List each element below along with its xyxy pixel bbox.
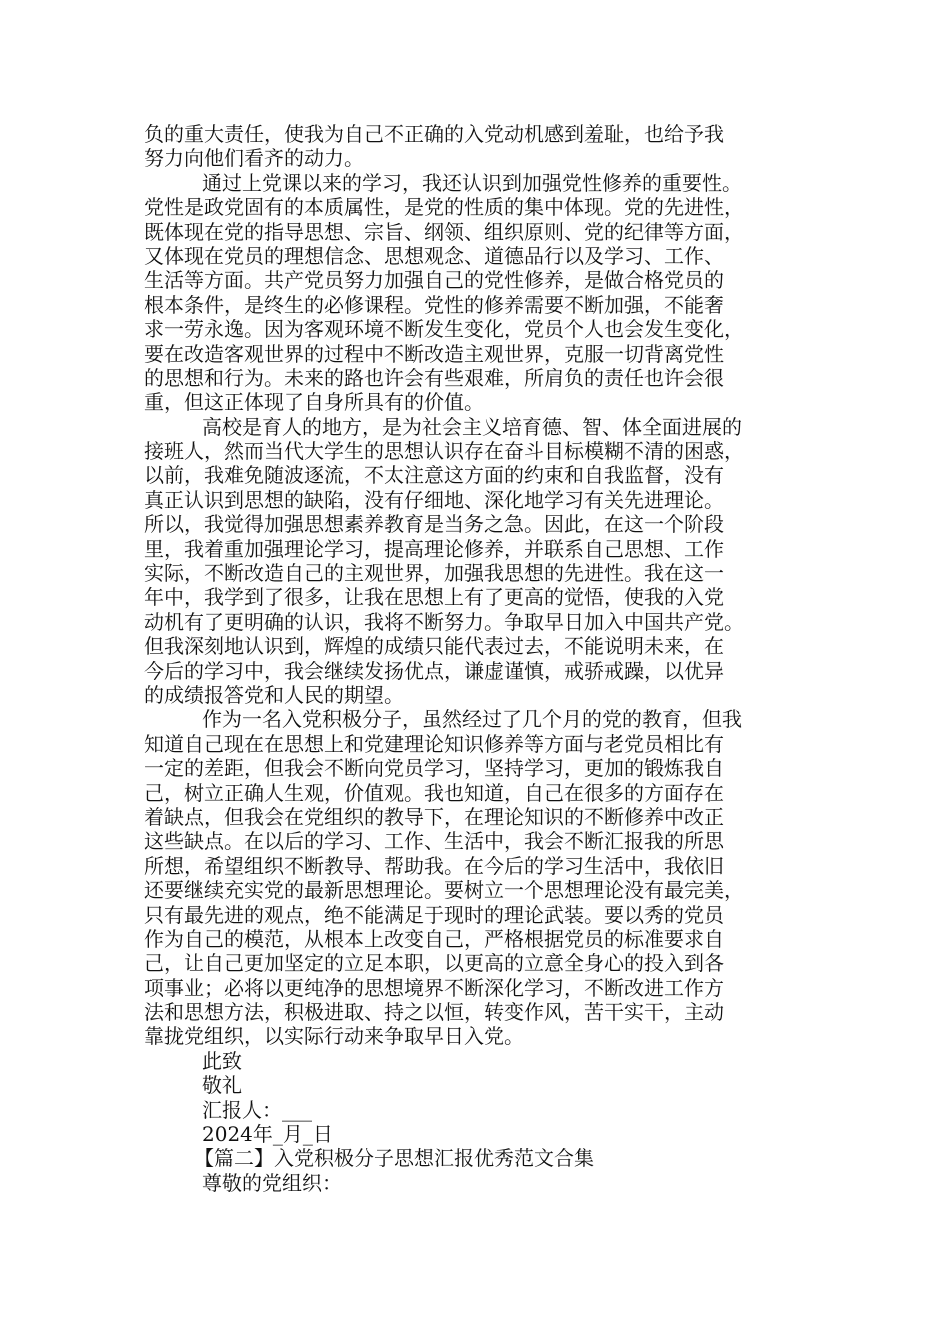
text-line: 重，但这正体现了自身所具有的价值。	[144, 390, 484, 415]
paragraph-3	[144, 415, 824, 708]
text-line: 要在改造客观世界的过程中不断改造主观世界，克服一切背离党性	[144, 341, 724, 366]
text-line: 所以，我觉得加强思想素养教育是当务之急。因此，在这一个阶段	[144, 512, 724, 537]
text-line: 靠拢党组织，以实际行动来争取早日入党。	[144, 1024, 524, 1049]
text-line: 的思想和行为。未来的路也许会有些艰难，所肩负的责任也许会很	[144, 365, 724, 390]
reporter-line: 汇报人：___	[202, 1097, 312, 1122]
text-line: 项事业；必将以更纯净的思想境界不断深化学习，不断改进工作方	[144, 975, 724, 1000]
text-line: 今后的学习中，我会继续发扬优点，谦虚谨慎，戒骄戒躁，以优异	[144, 658, 724, 683]
text-line: 作为自己的模范，从根本上改变自己，严格根据党员的标准要求自	[144, 926, 724, 951]
text-line: 根本条件，是终生的必修课程。党性的修养需要不断加强，不能奢	[144, 292, 724, 317]
text-line: 负的重大责任，使我为自己不正确的入党动机感到羞耻，也给予我	[144, 122, 724, 146]
text-line: 求一劳永逸。因为客观环境不断发生变化，党员个人也会发生变化，	[144, 317, 744, 342]
text-line: 党性是政党固有的本质属性，是党的性质的集中体现。党的先进性，	[144, 195, 744, 220]
text-line: 还要继续充实党的最新思想理论。要树立一个思想理论没有最完美，	[144, 878, 744, 903]
text-line: 这些缺点。在以后的学习、工作、生活中，我会不断汇报我的所思	[144, 829, 724, 854]
text-line: 生活等方面。共产党员努力加强自己的党性修养，是做合格党员的	[144, 268, 724, 293]
document-page	[144, 122, 824, 1195]
text-line: 努力向他们看齐的动力。	[144, 146, 364, 171]
text-line: 但我深刻地认识到，辉煌的成绩只能代表过去，不能说明未来，在	[144, 634, 724, 659]
text-line: 高校是育人的地方，是为社会主义培育德、智、体全面进展的	[202, 414, 742, 439]
text-line: 知道自己现在在思想上和党建理论知识修养等方面与老党员相比有	[144, 731, 724, 756]
text-line: 一定的差距，但我会不断向党员学习，坚持学习，更加的锻炼我自	[144, 756, 724, 781]
text-line: 己，树立正确人生观，价值观。我也知道，自己在很多的方面存在	[144, 780, 724, 805]
text-line: 里，我着重加强理论学习，提高理论修养，并联系自己思想、工作	[144, 536, 724, 561]
text-line: 着缺点，但我会在党组织的教导下，在理论知识的不断修养中改正	[144, 804, 724, 829]
text-line: 的成绩报答党和人民的期望。	[144, 682, 404, 707]
text-line: 真正认识到思想的缺陷，没有仔细地、深化地学习有关先进理论。	[144, 487, 724, 512]
text-line: 又体现在党员的理想信念、思想观念、道德品行以及学习、工作、	[144, 243, 724, 268]
next-section	[144, 1146, 824, 1195]
text-line: 法和思想方法，积极进取、持之以恒，转变作风，苦干实干，主动	[144, 1000, 724, 1025]
text-line: 实际，不断改造自己的主观世界，加强我思想的先进性。我在这一	[144, 561, 724, 586]
paragraph-2	[144, 171, 824, 415]
text-line: 接班人，然而当代大学生的思想认识存在奋斗目标模糊不清的困惑，	[144, 439, 744, 464]
date-line: 2024年_月_日	[202, 1122, 333, 1147]
text-line: 动机有了更明确的认识，我将不断努力。争取早日加入中国共产党。	[144, 609, 744, 634]
text-line: 年中，我学到了很多，让我在思想上有了更高的觉悟，使我的入党	[144, 585, 724, 610]
text-line: 以前，我难免随波逐流，不太注意这方面的约束和自我监督，没有	[144, 463, 724, 488]
section-title: 【篇二】入党积极分子思想汇报优秀范文合集	[194, 1146, 594, 1171]
closing-salute: 此致	[202, 1048, 242, 1073]
paragraph-4	[144, 707, 824, 1048]
text-line: 作为一名入党积极分子，虽然经过了几个月的党的教育，但我	[202, 707, 742, 732]
text-line: 所想，希望组织不断教导、帮助我。在今后的学习生活中，我依旧	[144, 853, 724, 878]
closing-regards: 敬礼	[202, 1073, 242, 1098]
greeting-line: 尊敬的党组织：	[202, 1170, 342, 1195]
text-line: 既体现在党的指导思想、宗旨、纲领、组织原则、党的纪律等方面，	[144, 219, 744, 244]
paragraph-1	[144, 122, 824, 171]
text-line: 己，让自己更加坚定的立足本职，以更高的立意全身心的投入到各	[144, 951, 724, 976]
text-line: 通过上党课以来的学习，我还认识到加强党性修养的重要性。	[202, 170, 742, 195]
text-line: 只有最先进的观点，绝不能满足于现时的理论武装。要以秀的党员	[144, 902, 724, 927]
closing-block	[144, 1049, 824, 1147]
